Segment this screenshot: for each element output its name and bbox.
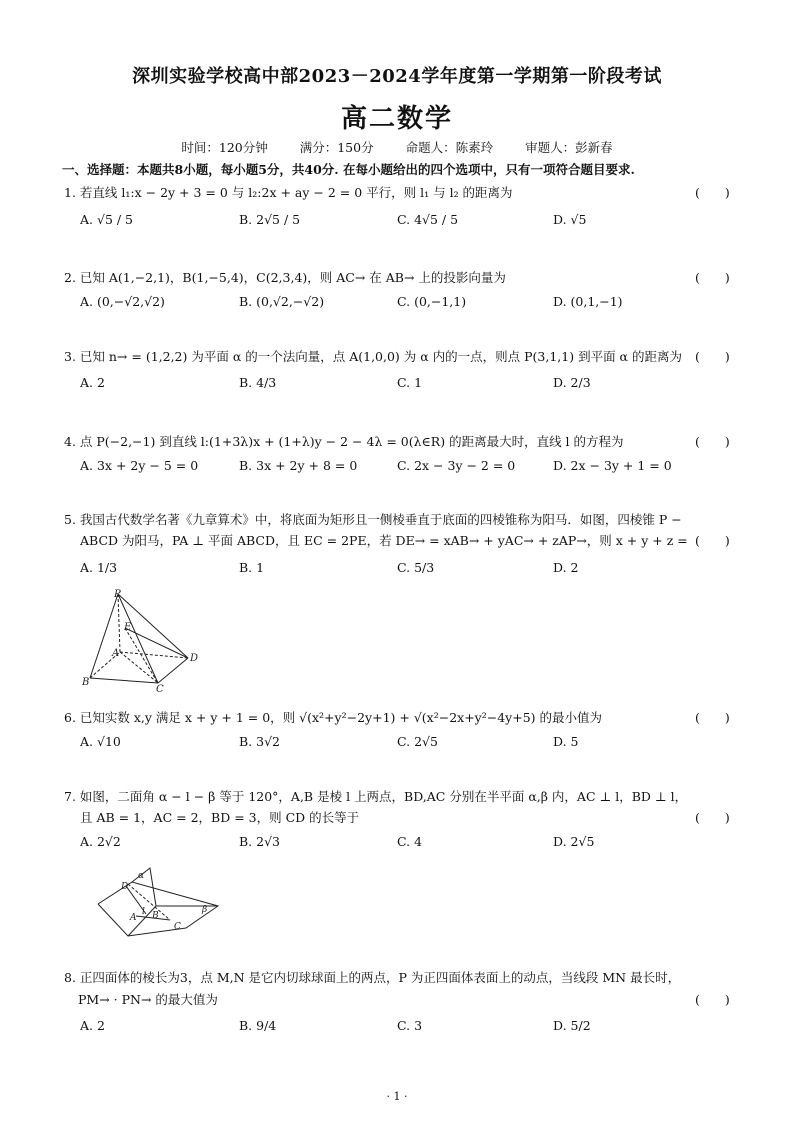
answer-paren-4[interactable]: ( ) xyxy=(695,434,730,449)
q1-option-a[interactable]: A. √5 / 5 xyxy=(80,212,134,227)
exam-author: 命题人：陈素玲 xyxy=(405,140,494,155)
fig7-label-l: l xyxy=(142,907,145,917)
q1-option-c[interactable]: C. 4√5 / 5 xyxy=(397,212,459,227)
q2-option-d[interactable]: D. (0,1,−1) xyxy=(553,294,623,309)
fig5-label-b: B xyxy=(82,677,90,688)
q3-option-c[interactable]: C. 1 xyxy=(397,375,423,390)
q2-option-a[interactable]: A. (0,−√2,√2) xyxy=(80,294,165,309)
fig5-label-c: C xyxy=(156,684,164,693)
q2-option-c[interactable]: C. (0,−1,1) xyxy=(397,294,467,309)
q8-option-d[interactable]: D. 5/2 xyxy=(553,1018,591,1033)
q4-option-a[interactable]: A. 3x + 2y − 5 = 0 xyxy=(80,458,199,473)
q6-option-d[interactable]: D. 5 xyxy=(553,734,579,749)
q8-option-c[interactable]: C. 3 xyxy=(397,1018,423,1033)
figure-dihedral-angle xyxy=(94,862,234,942)
q5-option-c[interactable]: C. 5/3 xyxy=(397,560,435,575)
fig5-label-a: A xyxy=(112,648,120,659)
question-5-stem: 5. 我国古代数学名著《九章算术》中，将底面为矩形且一侧棱垂直于底面的四棱锥称为阳马．如图，四棱锥 P − xyxy=(64,512,682,527)
q4-option-b[interactable]: B. 3x + 2y + 8 = 0 xyxy=(239,458,358,473)
exam-reviewer: 审题人：彭新春 xyxy=(525,140,613,155)
exam-title: 深圳实验学校高中部2023－2024学年度第一学期第一阶段考试 xyxy=(132,66,662,87)
q7-option-a[interactable]: A. 2√2 xyxy=(80,834,121,849)
q5-option-b[interactable]: B. 1 xyxy=(239,560,265,575)
question-2-stem: 2. 已知 A(1,−2,1)，B(1,−5,4)，C(2,3,4)，则 AC→ 在 AB→ 上的投影向量为 xyxy=(64,270,506,285)
page-number: · 1 · xyxy=(386,1090,408,1103)
q7-option-c[interactable]: C. 4 xyxy=(397,834,423,849)
q5-option-a[interactable]: A. 1/3 xyxy=(80,560,118,575)
fig5-label-e: E xyxy=(124,622,132,633)
fig7-label-a: A xyxy=(130,913,137,923)
section-heading: 一、选择题：本题共8小题，每小题5分，共40分. 在每小题给出的四个选项中，只有一项符合题目要求. xyxy=(62,162,635,177)
q7-option-b[interactable]: B. 2√3 xyxy=(239,834,281,849)
q4-option-d[interactable]: D. 2x − 3y + 1 = 0 xyxy=(553,458,672,473)
subject-title: 高二数学 xyxy=(340,104,453,134)
fig5-label-p: P xyxy=(114,589,121,600)
answer-paren-6[interactable]: ( ) xyxy=(695,710,730,725)
q2-option-b[interactable]: B. (0,√2,−√2) xyxy=(239,294,325,309)
exam-time: 时间：120分钟 xyxy=(181,140,268,155)
fig5-label-d: D xyxy=(190,653,199,664)
fig7-label-beta: β xyxy=(202,905,208,915)
q7-option-d[interactable]: D. 2√5 xyxy=(553,834,595,849)
question-1-stem: 1. 若直线 l₁:x − 2y + 3 = 0 与 l₂:2x + ay − 2 = 0 平行，则 l₁ 与 l₂ 的距离为 xyxy=(64,185,513,200)
q5-option-d[interactable]: D. 2 xyxy=(553,560,579,575)
q8-option-a[interactable]: A. 2 xyxy=(80,1018,105,1033)
q6-option-a[interactable]: A. √10 xyxy=(80,734,121,749)
answer-paren-2[interactable]: ( ) xyxy=(695,270,730,285)
question-5-stem-line2: ABCD 为阳马，PA ⊥ 平面 ABCD，且 EC = 2PE，若 DE→ = xAB→ + yAC→ + zAP→，则 x + y + z = xyxy=(80,533,688,548)
fig7-label-d: D xyxy=(121,882,129,892)
question-6-stem: 6. 已知实数 x,y 满足 x + y + 1 = 0，则 √(x²+y²−2y+1) + √(x²−2x+y²−4y+5) 的最小值为 xyxy=(64,710,603,725)
exam-score: 满分：150分 xyxy=(299,140,374,155)
q3-option-b[interactable]: B. 4/3 xyxy=(239,375,277,390)
q1-option-d[interactable]: D. √5 xyxy=(553,212,587,227)
question-7-stem: 7. 如图，二面角 α − l − β 等于 120°，A,B 是棱 l 上两点，BD,AC 分别在半平面 α,β 内，AC ⊥ l，BD ⊥ l， xyxy=(64,789,688,804)
question-4-stem: 4. 点 P(−2,−1) 到直线 l:(1+3λ)x + (1+λ)y − 2 − 4λ = 0(λ∈R) 的距离最大时，直线 l 的方程为 xyxy=(64,434,624,449)
figure-yangma-pyramid xyxy=(80,588,210,693)
fig7-label-alpha: α xyxy=(138,871,145,881)
fig7-label-b: B xyxy=(152,911,159,921)
question-8-stem: 8. 正四面体的棱长为3，点 M,N 是它内切球球面上的两点，P 为正四面体表面上的动点，当线段 MN 最长时， xyxy=(64,970,681,985)
question-8-stem-line2: PM→ · PN→ 的最大值为 xyxy=(78,992,218,1007)
q8-option-b[interactable]: B. 9/4 xyxy=(239,1018,277,1033)
q3-option-a[interactable]: A. 2 xyxy=(80,375,105,390)
q4-option-c[interactable]: C. 2x − 3y − 2 = 0 xyxy=(397,458,516,473)
fig7-label-c: C xyxy=(174,922,181,932)
answer-paren-3[interactable]: ( ) xyxy=(695,349,730,364)
question-3-stem: 3. 已知 n→ = (1,2,2) 为平面 α 的一个法向量，点 A(1,0,0) 为 α 内的一点，则点 P(3,1,1) 到平面 α 的距离为 xyxy=(64,349,682,364)
question-7-stem-line2: 且 AB = 1，AC = 2，BD = 3，则 CD 的长等于 xyxy=(80,810,360,825)
exam-meta xyxy=(0,138,794,156)
q1-option-b[interactable]: B. 2√5 / 5 xyxy=(239,212,301,227)
q6-option-c[interactable]: C. 2√5 xyxy=(397,734,438,749)
q6-option-b[interactable]: B. 3√2 xyxy=(239,734,281,749)
q3-option-d[interactable]: D. 2/3 xyxy=(553,375,591,390)
answer-paren-8[interactable]: ( ) xyxy=(695,992,730,1007)
answer-paren-7[interactable]: ( ) xyxy=(695,810,730,825)
answer-paren-5[interactable]: ( ) xyxy=(695,533,730,548)
answer-paren-1[interactable]: ( ) xyxy=(695,185,730,200)
